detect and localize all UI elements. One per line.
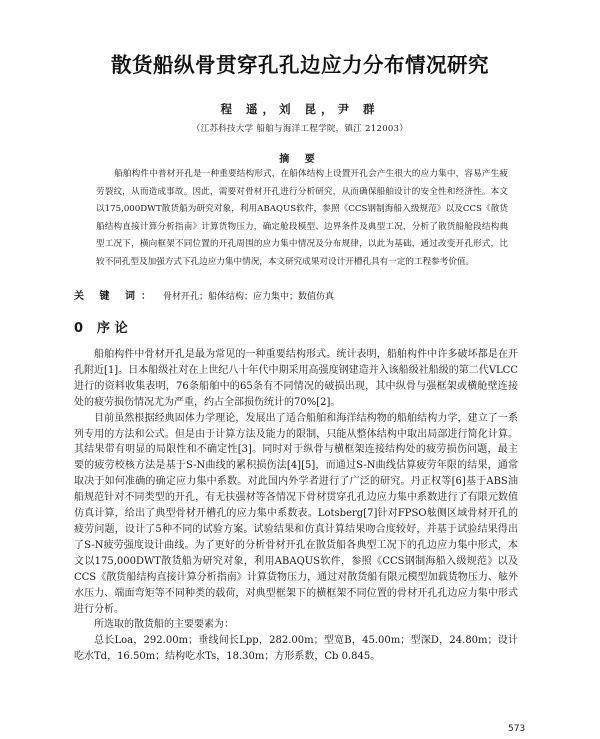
- page-number: 573: [508, 724, 526, 734]
- paragraph: 所选取的散货船的主要要素为：: [94, 619, 234, 631]
- keywords-line: [74, 290, 514, 304]
- affiliation: （江苏科技大学 船舶与海洋工程学院，镇江 212003）: [191, 124, 409, 134]
- keywords-text: 骨材开孔；船体结构；应力集中；数值仿真: [162, 292, 334, 302]
- body-text: [74, 347, 518, 665]
- section-number: 0: [74, 321, 84, 336]
- section-title: 序 论: [97, 321, 128, 336]
- abstract-heading: 摘 要: [279, 154, 321, 165]
- abstract-text: 船舶构件中普材开孔是一种重要结构形式，在船体结构上设置开孔会产生很大的应力集中，容易产生疲劳裂纹，从而造成事故。因此，需要对骨材开孔进行分析研究，从而确保船舶设计的安全性和经济性。本文以175,000DWT散货船为研究对象，利用ABAQUS软件，参照《CCS钢制海船入级规范》以及CCS《散货船结构直接计算分析指南》计算货物压力，确定舱段模型、边界条件及典型工况，分析了散货船舱段结构典型工况下，横向框架不同位置的开孔周围的应力集中情况及分布规律，以此为基础，通过改变开孔形式，比较不同孔型及加强方式下孔边应力集中情况，本文研究成果对设计开槽孔具有一定的工程参考价值。: [96, 169, 508, 267]
- paragraph: 总长Loa，292.00m；垂线间长Lpp，282.00m；型宽B，45.00m；型深D，24.80m；设计吃水Td，16.50m；结构吃水Ts，18.30m；方形系数，Cb 0.845。: [74, 635, 518, 663]
- paragraph: 船舶构件中骨材开孔是最为常见的一种重要结构形式。统计表明，船舶构件中许多破坏都是在开孔附近[1]。日本船级社对在上世纪八十年代中期采用高强度钢建造并入该船级社船级的第二代VLCC进行的资料收集表明，76条船舶中的65条有不同情况的破损出现，其中纵骨与强框架或横舱壁连接处的疲劳损伤情况尤为严重，约占全部损伤统计的70%[2]。: [74, 349, 518, 408]
- paragraph: 目前虽然根据经典固体力学理论，发展出了适合船舶和海洋结构物的船舶结构力学，建立了一系列专用的方法和公式。但是由于计算方法及能力的限制，只能从整体结构中取出局部进行简化计算。其结果带有明显的局限性和不确定性[3]。同时对于纵骨与横框架连接结构处的疲劳损伤问题，最主要的疲劳校核方法是基于S-N曲线的累积损伤法[4][5]，而通过S-N曲线估算疲劳年限的结果，通常取决于如何准确的确定应力集中系数。对此国内外学者进行了广泛的研究。丹正权等[6]基于ABS油船规范针对不同类型的开孔，有无扶强材等各情况下骨材贯穿孔孔边应力集中系数进行了有限元数值仿真计算，给出了典型骨材开槽孔的应力集中系数表。Lotsberg[7]针对FPSO舷侧区域骨材开孔的疲劳问题，设计了5种不同的试验方案。试验结果和仿真计算结果吻合度较好，并基于试验结果得出了S-N疲劳强度设计曲线。为了更好的分析骨材开孔在散货船各典型工况下的孔边应力集中形式，本文以175,000DWT散货船为研究对象，利用ABAQUS软件，参照《CCS钢制海船入级规范》以及CCS《散货船结构直接计算分析指南》计算货物压力，通过对散货船有限元模型加载货物压力、舷外水压力、端面弯矩等不同种类的载荷，对典型框架下的横框架不同位置的骨材开孔孔边应力集中形式进行分析。: [74, 412, 518, 615]
- keywords-label: 关 键 词：: [74, 291, 157, 302]
- abstract-block: [96, 166, 508, 272]
- paper-title: 散货船纵骨贯穿孔孔边应力分布情况研究: [111, 53, 489, 77]
- author-list: 程 遥，刘 昆，尹 群: [220, 102, 380, 116]
- section-heading: [74, 317, 514, 336]
